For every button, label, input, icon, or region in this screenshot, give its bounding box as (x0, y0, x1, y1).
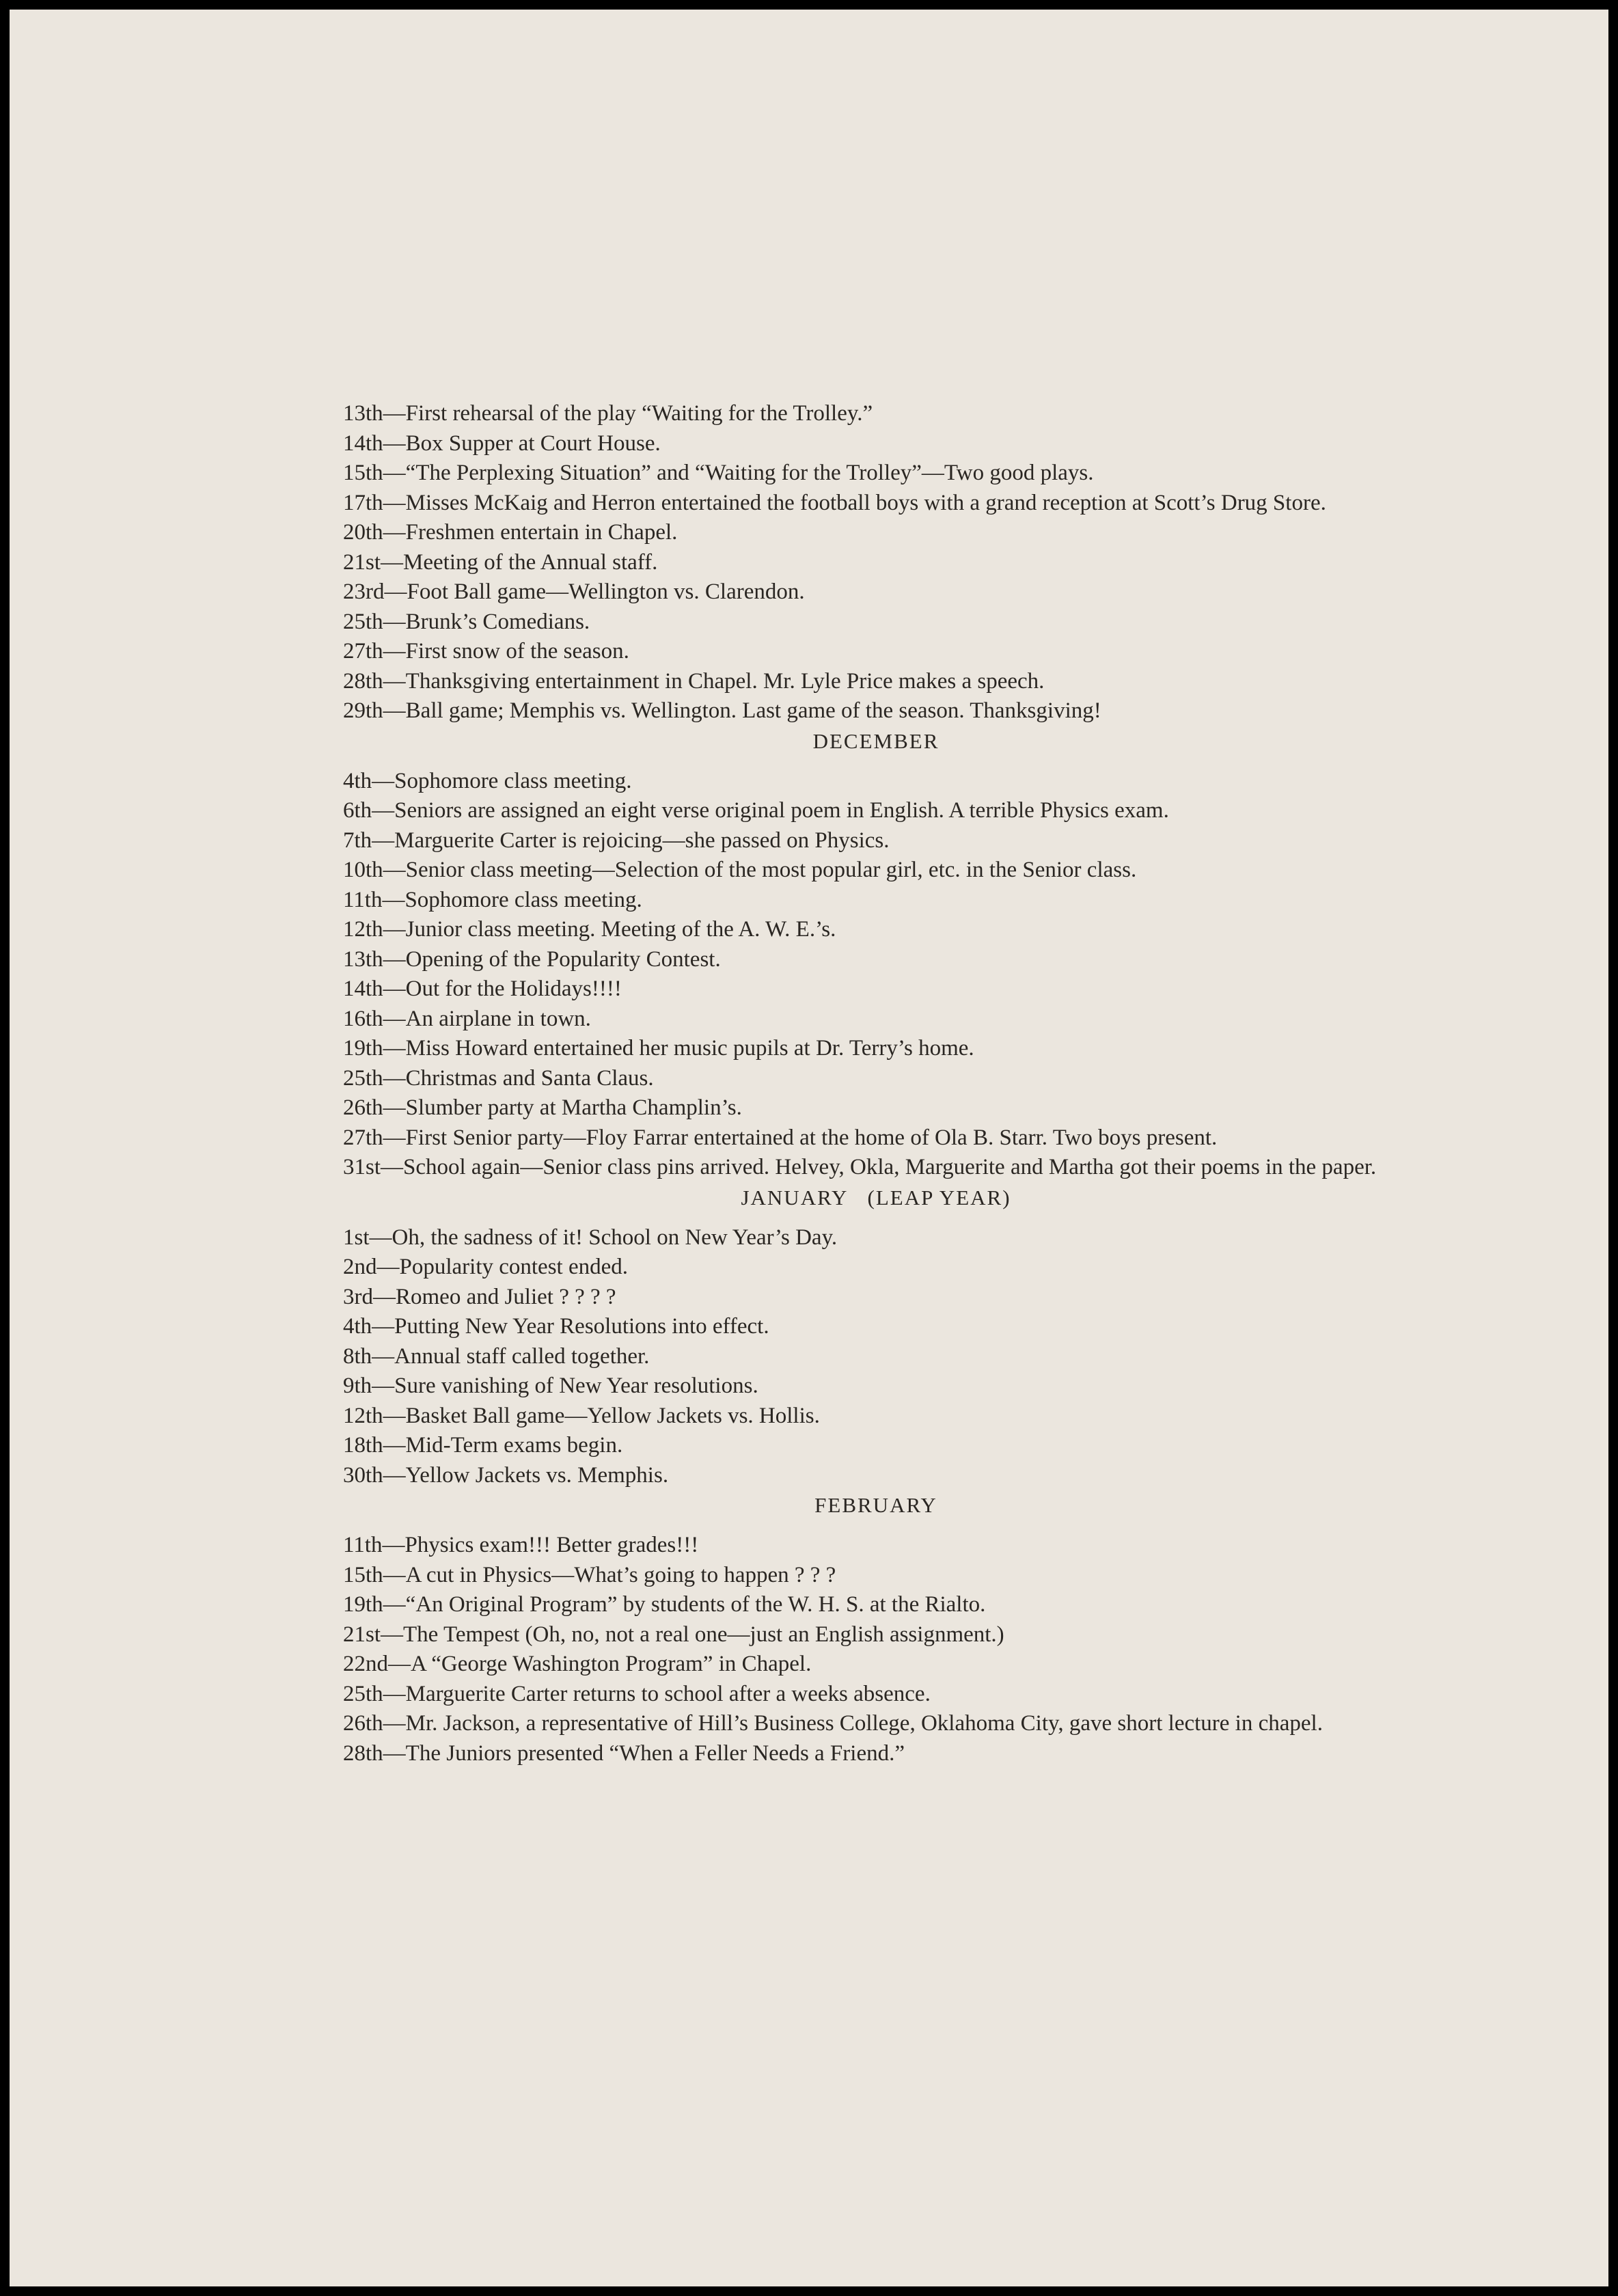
calendar-entry: 6th—Seniors are assigned an eight verse original poem in English. A terrible Physics exam. (343, 798, 1169, 823)
calendar-entry: 17th—Misses McKaig and Herron entertained the football boys with a grand reception at Scott’s Drug Store. (343, 490, 1326, 515)
calendar-entry: 11th—Sophomore class meeting. (343, 887, 642, 912)
calendar-entry: 21st—The Tempest (Oh, no, not a real one—just an English assignment.) (343, 1622, 1004, 1647)
calendar-entry: 22nd—A “George Washington Program” in Chapel. (343, 1652, 812, 1676)
calendar-entry: 12th—Junior class meeting. Meeting of the A. W. E.’s. (343, 917, 836, 942)
calendar-entry: 14th—Out for the Holidays!!!! (343, 976, 622, 1001)
calendar-entry: 1st—Oh, the sadness of it! School on New Year’s Day. (343, 1225, 838, 1250)
month-heading: FEBRUARY (814, 1493, 937, 1517)
calendar-entry: 18th—Mid-Term exams begin. (343, 1433, 623, 1458)
calendar-entry: 27th—First snow of the season. (343, 639, 629, 664)
section-december (343, 726, 1409, 1183)
month-heading: JANUARY (LEAP YEAR) (741, 1185, 1011, 1210)
calendar-entry: 7th—Marguerite Carter is rejoicing—she passed on Physics. (343, 828, 890, 853)
calendar-entry: 13th—First rehearsal of the play “Waiting for the Trolley.” (343, 401, 873, 426)
section-november (343, 399, 1409, 726)
calendar-entry: 4th—Putting New Year Resolutions into effect. (343, 1314, 769, 1339)
calendar-entry: 26th—Slumber party at Martha Champlin’s. (343, 1095, 742, 1120)
calendar-entry: 16th—An airplane in town. (343, 1006, 591, 1031)
calendar-entry: 8th—Annual staff called together. (343, 1343, 650, 1369)
calendar-entry: 9th—Sure vanishing of New Year resolutions. (343, 1374, 758, 1398)
calendar-entry: 4th—Sophomore class meeting. (343, 768, 632, 793)
calendar-entry: 31st—School again—Senior class pins arrived. Helvey, Okla, Marguerite and Martha got their poems in the paper. (343, 1155, 1377, 1179)
calendar-entry: 12th—Basket Ball game—Yellow Jackets vs. Hollis. (343, 1403, 820, 1428)
calendar-entry: 27th—First Senior party—Floy Farrar entertained at the home of Ola B. Starr. Two boys present. (343, 1125, 1218, 1150)
calendar-entry: 23rd—Foot Ball game—Wellington vs. Clarendon. (343, 579, 805, 604)
calendar-entry: 10th—Senior class meeting—Selection of the most popular girl, etc. in the Senior class. (343, 858, 1137, 882)
calendar-entry: 19th—Miss Howard entertained her music pupils at Dr. Terry’s home. (343, 1036, 974, 1061)
month-heading: DECEMBER (812, 728, 940, 753)
calendar-entry: 29th—Ball game; Memphis vs. Wellington. Last game of the season. Thanksgiving! (343, 698, 1101, 723)
calendar-entry: 30th—Yellow Jackets vs. Memphis. (343, 1462, 669, 1488)
calendar-entry: 15th—“The Perplexing Situation” and “Waiting for the Trolley”—Two good plays. (343, 461, 1094, 485)
calendar-entry: 28th—Thanksgiving entertainment in Chapel. Mr. Lyle Price makes a speech. (343, 668, 1045, 694)
page (10, 10, 1608, 2286)
calendar-entry: 13th—Opening of the Popularity Contest. (343, 946, 721, 972)
calendar-entry: 25th—Brunk’s Comedians. (343, 609, 590, 634)
calendar-entry: 25th—Marguerite Carter returns to school after a weeks absence. (343, 1681, 931, 1706)
calendar-entry: 3rd—Romeo and Juliet ? ? ? ? (343, 1284, 616, 1309)
calendar-entry: 14th—Box Supper at Court House. (343, 430, 661, 456)
calendar-entry: 25th—Christmas and Santa Claus. (343, 1065, 654, 1091)
section-january (343, 1183, 1409, 1491)
calendar-entry: 26th—Mr. Jackson, a representative of Hill’s Business College, Oklahoma City, gave short lecture in chapel. (343, 1711, 1323, 1736)
calendar-entry: 2nd—Popularity contest ended. (343, 1255, 629, 1279)
calendar-entry: 21st—Meeting of the Annual staff. (343, 549, 658, 575)
calendar-entry: 20th—Freshmen entertain in Chapel. (343, 520, 678, 545)
section-february (343, 1490, 1409, 1768)
calendar-text (343, 399, 1409, 1768)
calendar-entry: 15th—A cut in Physics—What’s going to happen ? ? ? (343, 1562, 836, 1587)
calendar-entry: 11th—Physics exam!!! Better grades!!! (343, 1533, 699, 1557)
calendar-entry: 19th—“An Original Program” by students of the W. H. S. at the Rialto. (343, 1592, 986, 1617)
calendar-entry: 28th—The Juniors presented “When a Feller Needs a Friend.” (343, 1740, 905, 1766)
